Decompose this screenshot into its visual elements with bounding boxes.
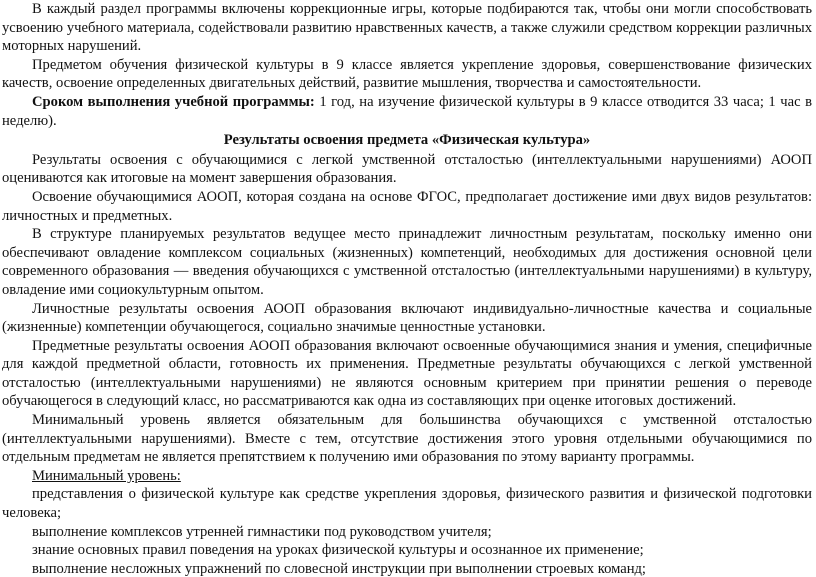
paragraph-minimal-level: Минимальный уровень является обязательным для большинства обучающихся с умственной отсталостью (интеллектуальными нарушениями). Вместе с тем, отсутствие достижения этого уровня отдельными обучающимися по отдельным предметам не является препятствием к получению ими образования по этому варианту программы.: [2, 412, 812, 466]
paragraph-personal-results: Личностные результаты освоения АООП образования включают индивидуально-личностные качества и социальные (жизненные) компетенции обучающегося, социально значимые ценностные установки.: [2, 300, 812, 336]
list-item: представления о физической культуре как средстве укрепления здоровья, физического развития и физической подготовки человека;: [2, 486, 812, 522]
list-item: знание основных правил поведения на уроках физической культуры и осознанное их применение;: [32, 542, 644, 559]
minimal-level-heading: [2, 467, 812, 486]
paragraph-structure: В структуре планируемых результатов ведущее место принадлежит личностным результатам, поскольку именно они обеспечивают овладение комплексом социальных (жизненных) компетенций, необходимых для достижения основной цели современного образования — введения обучающихся с умственной отсталостью (интеллектуальными нарушениями) в культуру, овладение ими социокультурным опытом.: [2, 226, 812, 298]
paragraph-results-intro: Результаты освоения с обучающимися с легкой умственной отсталостью (интеллектуальными нарушениями) АООП оцениваются как итоговые на момент завершения образования.: [2, 151, 812, 187]
paragraph-games: В каждый раздел программы включены коррекционные игры, которые подбираются так, чтобы они могли способствовать усвоению учебного материала, содействовали развитию нравственных качеств, а также служили средством коррекции различных моторных нарушений.: [2, 1, 812, 55]
paragraph-two-types: Освоение обучающимися АООП, которая создана на основе ФГОС, предполагает достижение ими двух видов результатов: личностных и предметных.: [2, 188, 812, 224]
duration-label: Сроком выполнения учебной программы:: [32, 93, 315, 110]
section-title: Результаты освоения предмета «Физическая культура»: [223, 132, 591, 149]
paragraph-subject-results: Предметные результаты освоения АООП образования включают освоенные обучающимися знания и умения, специфичные для каждой предметной области, готовность их применения. Предметные результаты обучающихся с легкой умственной отсталостью (интеллектуальными нарушениями) не являются основным критерием при принятии решения о переводе обучающегося в следующий класс, но рассматриваются как одна из составляющих при оценке итоговых достижений.: [2, 337, 812, 410]
paragraph-duration: [2, 93, 812, 130]
list-item: выполнение комплексов утренней гимнастики под руководством учителя;: [32, 523, 492, 540]
list-item: выполнение несложных упражнений по словесной инструкции при выполнении строевых команд;: [32, 560, 646, 577]
duration-text: 1 год, на изучение физической культуры в 9 классе отводится 33 часа; 1 час в неделю).: [2, 93, 813, 129]
paragraph-subject: Предметом обучения физической культуры в 9 классе является укрепление здоровья, совершенствование физических качеств, освоение определенных двигательных действий, развитие мышления, творчества и самостоятельности.: [2, 56, 812, 92]
minimal-level-heading-text: Минимальный уровень:: [32, 467, 181, 484]
